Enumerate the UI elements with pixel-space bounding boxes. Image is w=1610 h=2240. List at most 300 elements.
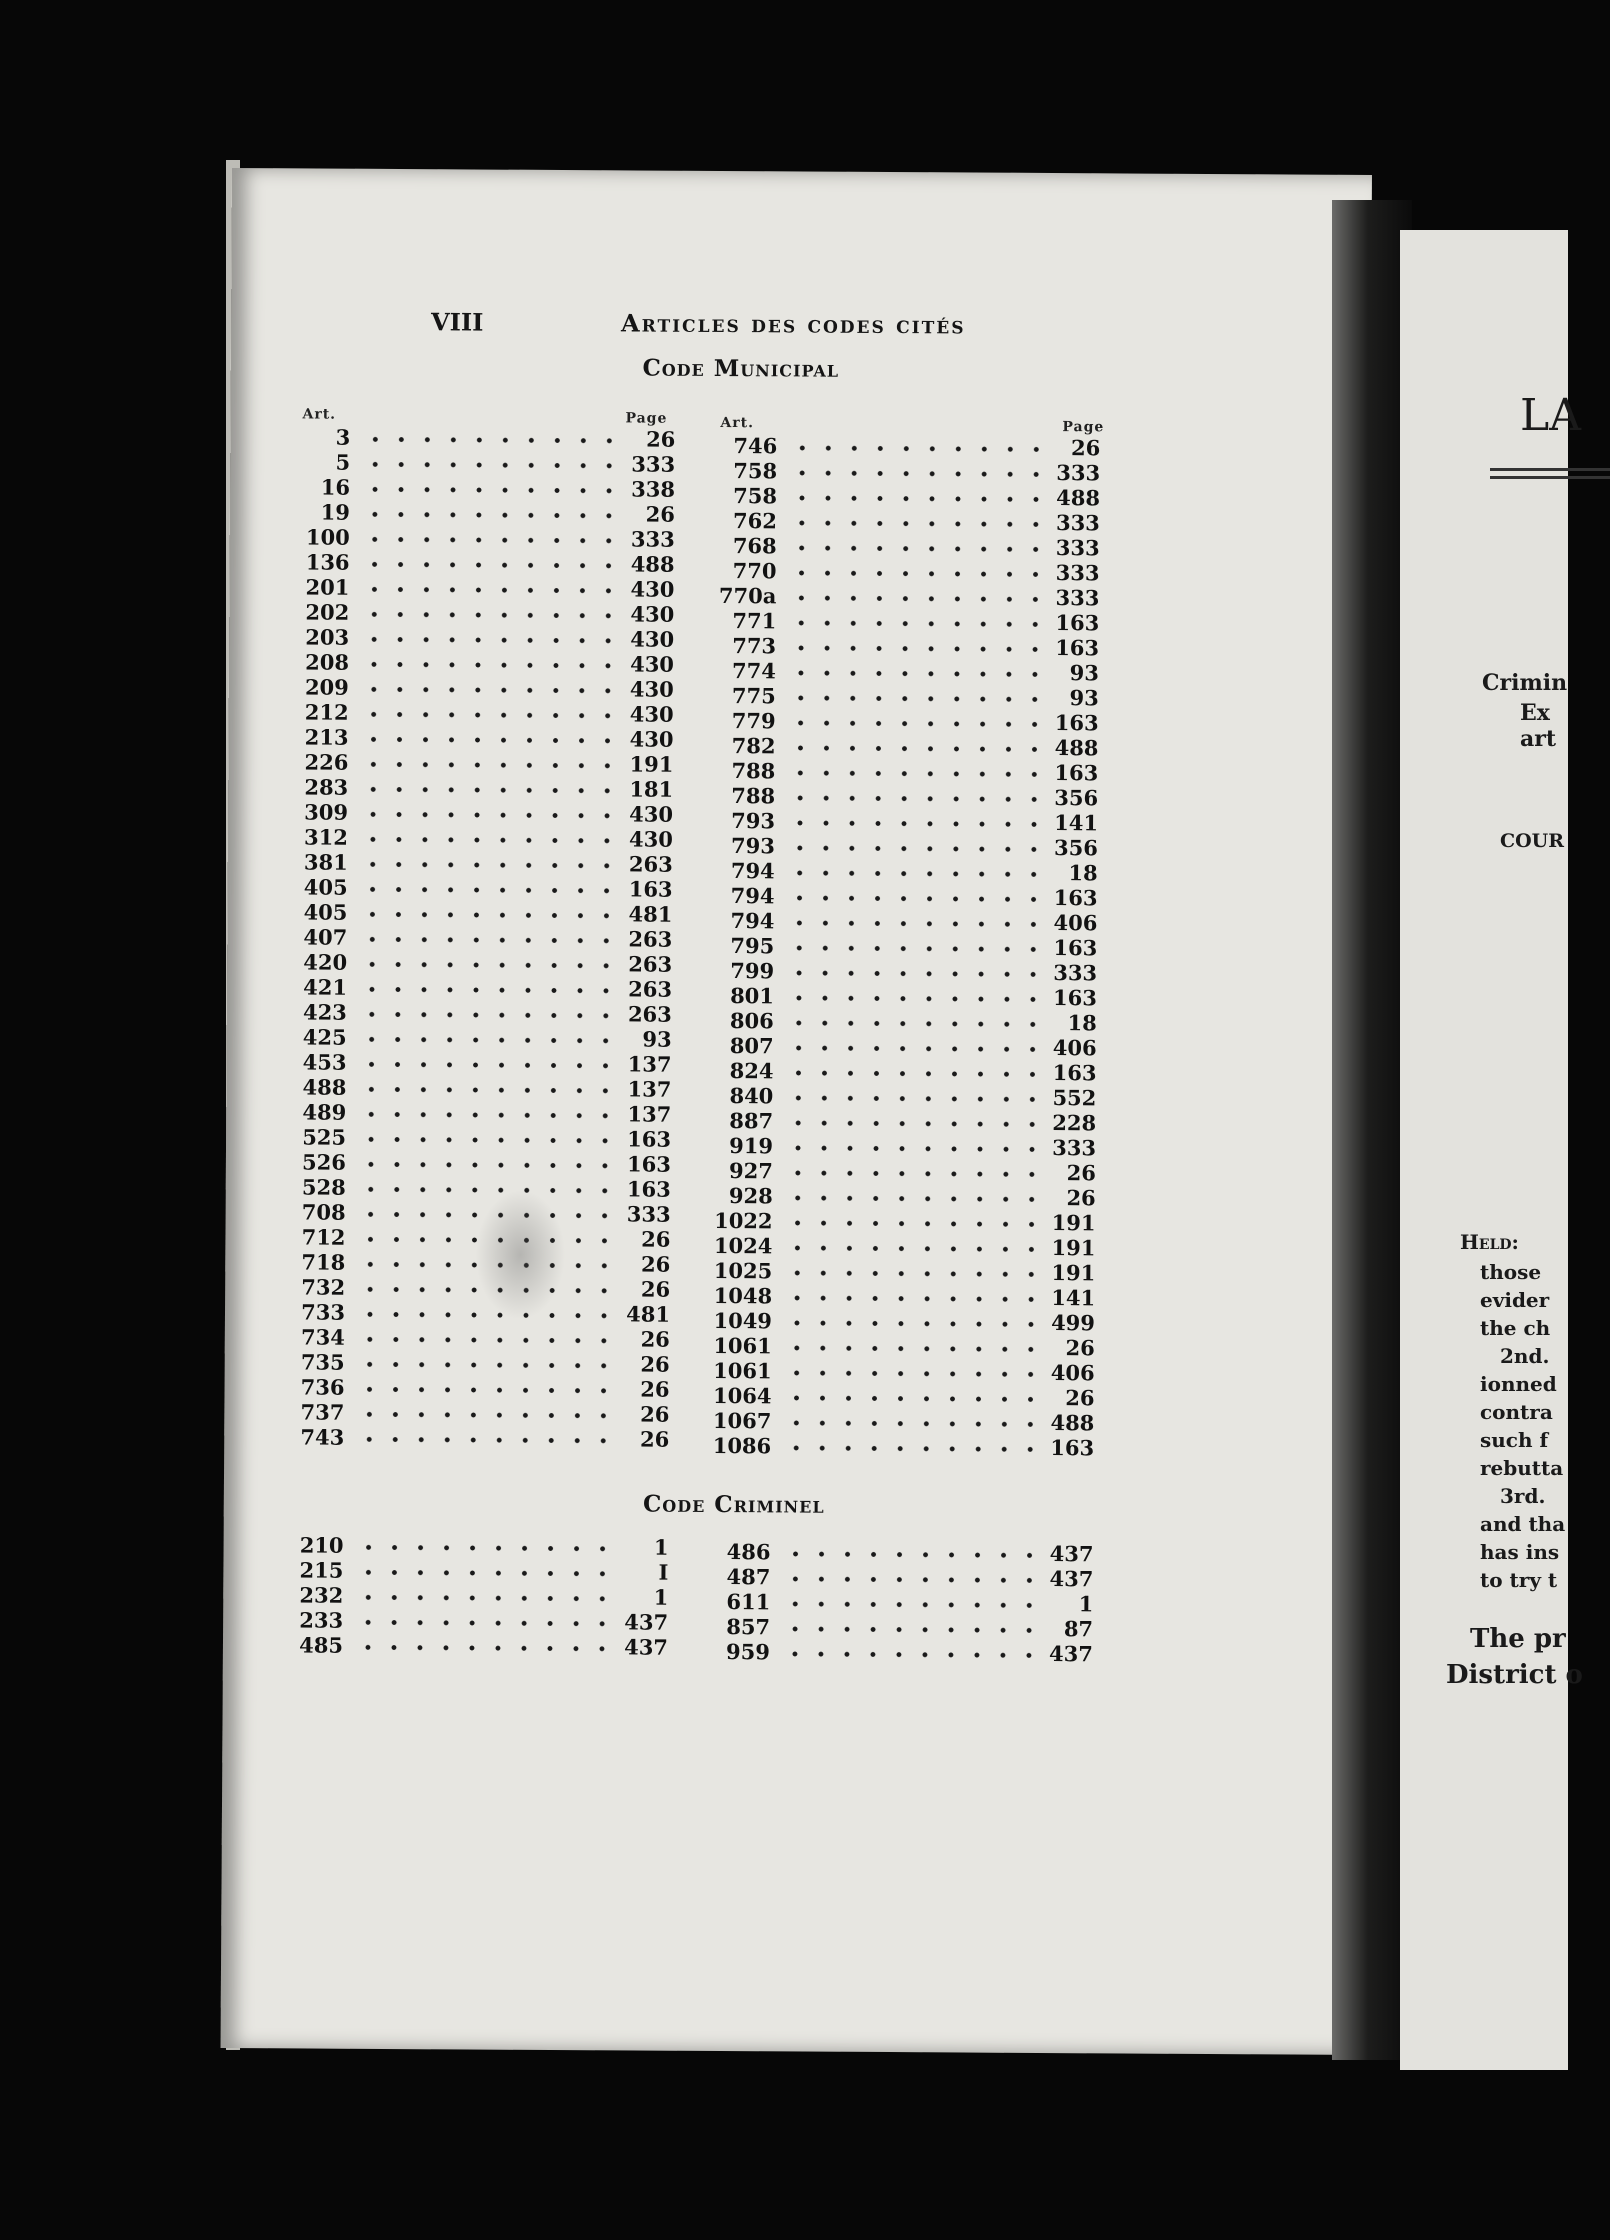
- ink-smudge: [475, 1190, 566, 1321]
- article-number: 407: [303, 924, 348, 950]
- index-row: [701, 1208, 1096, 1235]
- article-number: 795: [730, 933, 775, 959]
- dot-leader: [780, 1233, 1035, 1260]
- article-number: 773: [732, 633, 777, 659]
- article-number: 779: [731, 708, 776, 734]
- dot-leader: [357, 600, 614, 627]
- double-rule: [1490, 476, 1610, 479]
- dot-leader: [354, 1125, 611, 1152]
- dot-leader: [785, 533, 1040, 560]
- page-reference: 263: [627, 1001, 672, 1027]
- left-page: [221, 168, 1372, 2055]
- article-number: 208: [305, 649, 350, 675]
- dot-leader: [780, 1358, 1035, 1385]
- article-number: 283: [304, 774, 349, 800]
- page-reference: 163: [1052, 1060, 1097, 1086]
- index-row: [285, 1324, 670, 1351]
- dot-leader: [784, 708, 1039, 735]
- right-fragment: evider: [1480, 1288, 1550, 1312]
- dot-leader: [785, 433, 1040, 460]
- article-number: 1064: [712, 1382, 772, 1409]
- right-fragment: Ex: [1520, 700, 1550, 726]
- dot-leader: [351, 1608, 608, 1635]
- article-number: 857: [726, 1614, 771, 1640]
- index-row: [702, 1008, 1097, 1035]
- index-row: [698, 1564, 1093, 1591]
- page-reference: 137: [627, 1076, 672, 1102]
- column-header-page: Page: [625, 410, 668, 427]
- article-number: 1086: [712, 1432, 772, 1459]
- dot-leader: [356, 725, 613, 752]
- dot-leader: [357, 675, 614, 702]
- page-reference: 481: [626, 1301, 671, 1327]
- dot-leader: [358, 475, 615, 502]
- dot-leader: [357, 625, 614, 652]
- dot-leader: [353, 1350, 610, 1377]
- page-reference: 163: [1054, 760, 1099, 786]
- article-number: 736: [300, 1374, 345, 1400]
- article-number: 3: [335, 424, 351, 450]
- page-reference: 333: [1055, 510, 1100, 536]
- dot-leader: [782, 933, 1037, 960]
- dot-leader: [779, 1408, 1034, 1435]
- dot-leader: [358, 550, 615, 577]
- index-row: [705, 433, 1100, 460]
- article-number: 758: [733, 483, 778, 509]
- article-number: 807: [729, 1033, 774, 1059]
- page-reference: 406: [1050, 1360, 1095, 1386]
- column-header-art: Art.: [302, 406, 337, 423]
- article-number: 1022: [714, 1207, 773, 1234]
- page-reference: 228: [1052, 1110, 1097, 1136]
- index-row: [698, 1539, 1093, 1566]
- article-number: 788: [731, 783, 776, 809]
- dot-leader: [355, 1000, 612, 1027]
- article-number: 203: [305, 624, 350, 650]
- article-number: 927: [728, 1158, 773, 1184]
- page-reference: 430: [628, 826, 673, 852]
- page-reference: 163: [1053, 935, 1098, 961]
- index-row: [283, 1632, 668, 1659]
- index-row: [704, 683, 1099, 710]
- dot-leader: [785, 483, 1040, 510]
- index-row: [284, 1532, 669, 1559]
- index-row: [290, 549, 675, 576]
- dot-leader: [355, 1025, 612, 1052]
- dot-leader: [356, 775, 613, 802]
- page-reference: 163: [1050, 1435, 1095, 1461]
- dot-leader: [782, 983, 1037, 1010]
- dot-leader: [778, 1564, 1033, 1591]
- article-number: 824: [729, 1058, 774, 1084]
- index-row: [287, 924, 672, 951]
- dot-leader: [355, 925, 612, 952]
- section-title-code-municipal: Code Municipal: [642, 354, 840, 383]
- index-row: [702, 983, 1097, 1010]
- page-reference: 93: [642, 1026, 672, 1052]
- right-fragment: contra: [1480, 1400, 1553, 1424]
- dot-leader: [354, 1075, 611, 1102]
- article-number: 5: [335, 449, 351, 475]
- page-reference: 1: [653, 1534, 669, 1560]
- article-number: 405: [303, 874, 348, 900]
- article-number: 525: [302, 1124, 347, 1150]
- dot-leader: [355, 950, 612, 977]
- page-reference: 163: [628, 876, 673, 902]
- index-row: [700, 1258, 1095, 1285]
- right-fragment: to try t: [1480, 1568, 1558, 1592]
- right-fragment: LA: [1520, 390, 1581, 441]
- page-reference: 1: [653, 1584, 669, 1610]
- article-number: 887: [729, 1108, 774, 1134]
- page-reference: 26: [640, 1376, 670, 1402]
- index-row: [290, 424, 675, 451]
- index-row: [704, 708, 1099, 735]
- article-number: 794: [730, 883, 775, 909]
- right-fragment: those: [1480, 1260, 1542, 1284]
- article-number: 794: [730, 858, 775, 884]
- index-row: [288, 849, 673, 876]
- page-reference: 191: [1051, 1210, 1096, 1236]
- page-reference: 488: [630, 551, 675, 577]
- article-number: 202: [305, 599, 350, 625]
- index-row: [700, 1358, 1095, 1385]
- article-number: 712: [301, 1224, 346, 1250]
- index-row: [701, 1108, 1096, 1135]
- page-reference: 26: [641, 1226, 671, 1252]
- dot-leader: [780, 1258, 1035, 1285]
- page-reference: 481: [628, 901, 673, 927]
- page-reference: 1: [1078, 1591, 1094, 1617]
- dot-leader: [357, 650, 614, 677]
- article-number: 770: [732, 558, 777, 584]
- index-row: [703, 758, 1098, 785]
- article-number: 770a: [718, 582, 777, 609]
- dot-leader: [355, 900, 612, 927]
- index-row: [705, 458, 1100, 485]
- page-reference: 26: [639, 1426, 670, 1452]
- index-row: [290, 474, 675, 501]
- article-number: 210: [299, 1532, 344, 1558]
- article-number: 732: [301, 1274, 346, 1300]
- index-row: [699, 1433, 1094, 1460]
- page-reference: 163: [1055, 610, 1100, 636]
- article-number: 16: [320, 474, 351, 500]
- article-number: 425: [302, 1024, 347, 1050]
- index-row: [700, 1233, 1095, 1260]
- index-row: [701, 1133, 1096, 1160]
- dot-leader: [354, 1050, 611, 1077]
- page-reference: 18: [1068, 860, 1098, 886]
- column-header-art: Art.: [720, 414, 755, 432]
- page-reference: 406: [1052, 1035, 1097, 1061]
- page-reference: 163: [1055, 635, 1100, 661]
- page-reference: 263: [628, 851, 673, 877]
- right-fragment: and tha: [1480, 1512, 1566, 1536]
- dot-leader: [358, 425, 615, 452]
- index-row: [289, 574, 674, 601]
- dot-leader: [780, 1333, 1035, 1360]
- index-row: [704, 658, 1099, 685]
- page-reference: 26: [640, 1276, 671, 1302]
- page-reference: 430: [630, 601, 675, 627]
- page-reference: 191: [1051, 1235, 1096, 1261]
- index-row: [288, 749, 673, 776]
- dot-leader: [356, 875, 613, 902]
- dot-leader: [358, 525, 615, 552]
- page-reference: 26: [1066, 1160, 1096, 1186]
- dot-leader: [781, 1083, 1036, 1110]
- article-number: 1049: [713, 1307, 773, 1334]
- page-reference: 437: [624, 1634, 669, 1660]
- page-reference: 26: [640, 1326, 670, 1352]
- article-number: 801: [730, 983, 775, 1009]
- page-reference: 26: [646, 426, 676, 452]
- article-number: 768: [732, 533, 777, 559]
- dot-leader: [781, 1108, 1036, 1135]
- dot-leader: [352, 1400, 609, 1427]
- index-row: [701, 1158, 1096, 1185]
- article-number: 423: [302, 999, 347, 1025]
- page-reference: 333: [630, 526, 675, 552]
- dot-leader: [783, 733, 1038, 760]
- index-row: [286, 1049, 671, 1076]
- page-reference: 430: [630, 626, 675, 652]
- article-number: 405: [303, 899, 348, 925]
- dot-leader: [781, 1133, 1036, 1160]
- index-row: [698, 1589, 1093, 1616]
- index-row: [288, 774, 673, 801]
- index-row: [289, 649, 674, 676]
- dot-leader: [778, 1639, 1033, 1666]
- index-row: [287, 1024, 672, 1051]
- dot-leader: [351, 1583, 608, 1610]
- dot-leader: [352, 1375, 609, 1402]
- dot-leader: [780, 1308, 1035, 1335]
- page-reference: 93: [1069, 685, 1099, 711]
- article-number: 1024: [713, 1232, 773, 1259]
- index-row: [287, 899, 672, 926]
- article-number: 209: [304, 674, 349, 700]
- index-row: [702, 883, 1097, 910]
- index-row: [286, 1124, 671, 1151]
- index-row: [704, 583, 1099, 610]
- page-reference: 356: [1054, 785, 1099, 811]
- index-row: [704, 558, 1099, 585]
- article-number: 1025: [713, 1257, 773, 1284]
- right-fragment: such f: [1480, 1428, 1549, 1452]
- index-row: [705, 508, 1100, 535]
- page-reference: 137: [627, 1051, 672, 1077]
- page-reference: 488: [1056, 485, 1101, 511]
- article-number: 718: [301, 1249, 346, 1275]
- index-row: [286, 1149, 671, 1176]
- page-reference: 263: [628, 926, 673, 952]
- page-reference: 263: [628, 951, 673, 977]
- page-reference: 163: [1053, 885, 1098, 911]
- dot-leader: [356, 850, 613, 877]
- dot-leader: [351, 1558, 608, 1585]
- dot-leader: [784, 633, 1039, 660]
- article-number: 799: [730, 958, 775, 984]
- index-row: [287, 949, 672, 976]
- index-row: [703, 858, 1098, 885]
- dot-leader: [784, 583, 1039, 610]
- index-row: [288, 799, 673, 826]
- page-reference: 488: [1050, 1410, 1095, 1436]
- index-row: [698, 1639, 1093, 1666]
- page-reference: 437: [1049, 1541, 1094, 1567]
- dot-leader: [352, 1425, 609, 1452]
- index-row: [702, 1033, 1097, 1060]
- dot-leader: [783, 758, 1038, 785]
- dot-leader: [354, 1150, 611, 1177]
- index-row: [703, 833, 1098, 860]
- article-number: 136: [305, 549, 350, 575]
- dot-leader: [778, 1539, 1033, 1566]
- article-number: 233: [299, 1607, 344, 1633]
- article-number: 381: [303, 849, 348, 875]
- index-row: [701, 1083, 1096, 1110]
- page-reference: 333: [1055, 535, 1100, 561]
- index-row: [699, 1383, 1094, 1410]
- article-number: 771: [732, 608, 777, 634]
- page-reference: 356: [1053, 835, 1098, 861]
- article-number: 793: [731, 808, 776, 834]
- article-number: 806: [729, 1008, 774, 1034]
- dot-leader: [783, 808, 1038, 835]
- dot-leader: [782, 1008, 1037, 1035]
- article-number: 489: [302, 1099, 347, 1125]
- dot-leader: [358, 500, 615, 527]
- right-fragment: 2nd.: [1500, 1344, 1550, 1368]
- index-row: [283, 1557, 668, 1584]
- page-reference: 333: [631, 451, 676, 477]
- page-reference: 333: [1056, 460, 1101, 486]
- index-row: [701, 1183, 1096, 1210]
- dot-leader: [357, 575, 614, 602]
- article-number: 309: [304, 799, 349, 825]
- index-row: [700, 1333, 1095, 1360]
- index-row: [703, 733, 1098, 760]
- dot-leader: [356, 825, 613, 852]
- page-reference: 141: [1051, 1285, 1096, 1311]
- index-row: [705, 533, 1100, 560]
- index-row: [289, 624, 674, 651]
- article-number: 743: [300, 1424, 345, 1450]
- page-reference: 333: [1055, 585, 1100, 611]
- index-row: [290, 524, 675, 551]
- page-reference: 163: [627, 1126, 672, 1152]
- article-number: 919: [729, 1133, 774, 1159]
- article-number: 312: [303, 824, 348, 850]
- dot-leader: [779, 1383, 1034, 1410]
- page-reference: 26: [645, 501, 675, 527]
- page-reference: 26: [640, 1351, 670, 1377]
- dot-leader: [354, 1100, 611, 1127]
- article-number: 735: [300, 1349, 345, 1375]
- article-number: 528: [301, 1174, 346, 1200]
- running-title: Articles des codes cités: [620, 308, 966, 340]
- dot-leader: [358, 450, 615, 477]
- article-number: 788: [731, 758, 776, 784]
- article-number: 485: [299, 1632, 344, 1658]
- dot-leader: [779, 1433, 1034, 1460]
- article-number: 226: [304, 749, 349, 775]
- right-fragment: District o: [1446, 1660, 1583, 1690]
- page-reference: 18: [1067, 1010, 1097, 1036]
- page-reference: 163: [627, 1151, 671, 1177]
- index-row: [704, 608, 1099, 635]
- article-number: 486: [726, 1539, 771, 1565]
- index-row: [283, 1582, 668, 1609]
- index-row: [702, 933, 1097, 960]
- index-row: [698, 1614, 1093, 1641]
- dot-leader: [778, 1589, 1033, 1616]
- right-fragment: rebutta: [1480, 1456, 1564, 1480]
- page-reference: 163: [1054, 710, 1099, 736]
- dot-leader: [352, 1533, 609, 1560]
- municipal-column-2: [699, 433, 1100, 1460]
- index-row: [705, 483, 1100, 510]
- index-row: [288, 824, 673, 851]
- article-number: 708: [301, 1199, 346, 1225]
- index-row: [701, 1058, 1096, 1085]
- article-number: 215: [299, 1557, 344, 1583]
- dot-leader: [782, 883, 1037, 910]
- index-row: [702, 958, 1097, 985]
- column-header-page: Page: [1062, 419, 1105, 436]
- page-reference: 488: [1054, 735, 1099, 761]
- page-reference: 26: [640, 1401, 670, 1427]
- index-row: [289, 699, 674, 726]
- article-number: 421: [303, 974, 348, 1000]
- right-fragment: The pr: [1470, 1624, 1566, 1654]
- dot-leader: [782, 1033, 1037, 1060]
- page-reference: 333: [1055, 560, 1100, 586]
- dot-leader: [784, 683, 1039, 710]
- dot-leader: [783, 783, 1038, 810]
- index-row: [284, 1424, 669, 1451]
- right-fragment: ionned: [1480, 1372, 1557, 1396]
- index-row: [284, 1399, 669, 1426]
- dot-leader: [353, 1325, 610, 1352]
- page-reference: 437: [624, 1609, 669, 1635]
- page-reference: 26: [1065, 1385, 1095, 1411]
- page-reference: 437: [1049, 1641, 1094, 1667]
- index-row: [288, 724, 673, 751]
- page-reference: 141: [1054, 810, 1099, 836]
- page-reference: 163: [626, 1176, 671, 1202]
- index-row: [289, 674, 674, 701]
- index-row: [284, 1374, 669, 1401]
- article-number: 212: [304, 699, 349, 725]
- dot-leader: [784, 608, 1039, 635]
- dot-leader: [781, 1208, 1036, 1235]
- article-number: 526: [302, 1149, 347, 1175]
- dot-leader: [781, 1158, 1036, 1185]
- article-number: 19: [320, 499, 350, 525]
- dot-leader: [351, 1633, 608, 1660]
- page-reference: 87: [1063, 1616, 1094, 1642]
- article-number: 201: [305, 574, 350, 600]
- article-number: 734: [300, 1324, 345, 1350]
- right-fragment: the ch: [1480, 1316, 1551, 1340]
- page-reference: 430: [629, 676, 674, 702]
- index-row: [288, 874, 673, 901]
- dot-leader: [782, 958, 1037, 985]
- index-row: [289, 599, 674, 626]
